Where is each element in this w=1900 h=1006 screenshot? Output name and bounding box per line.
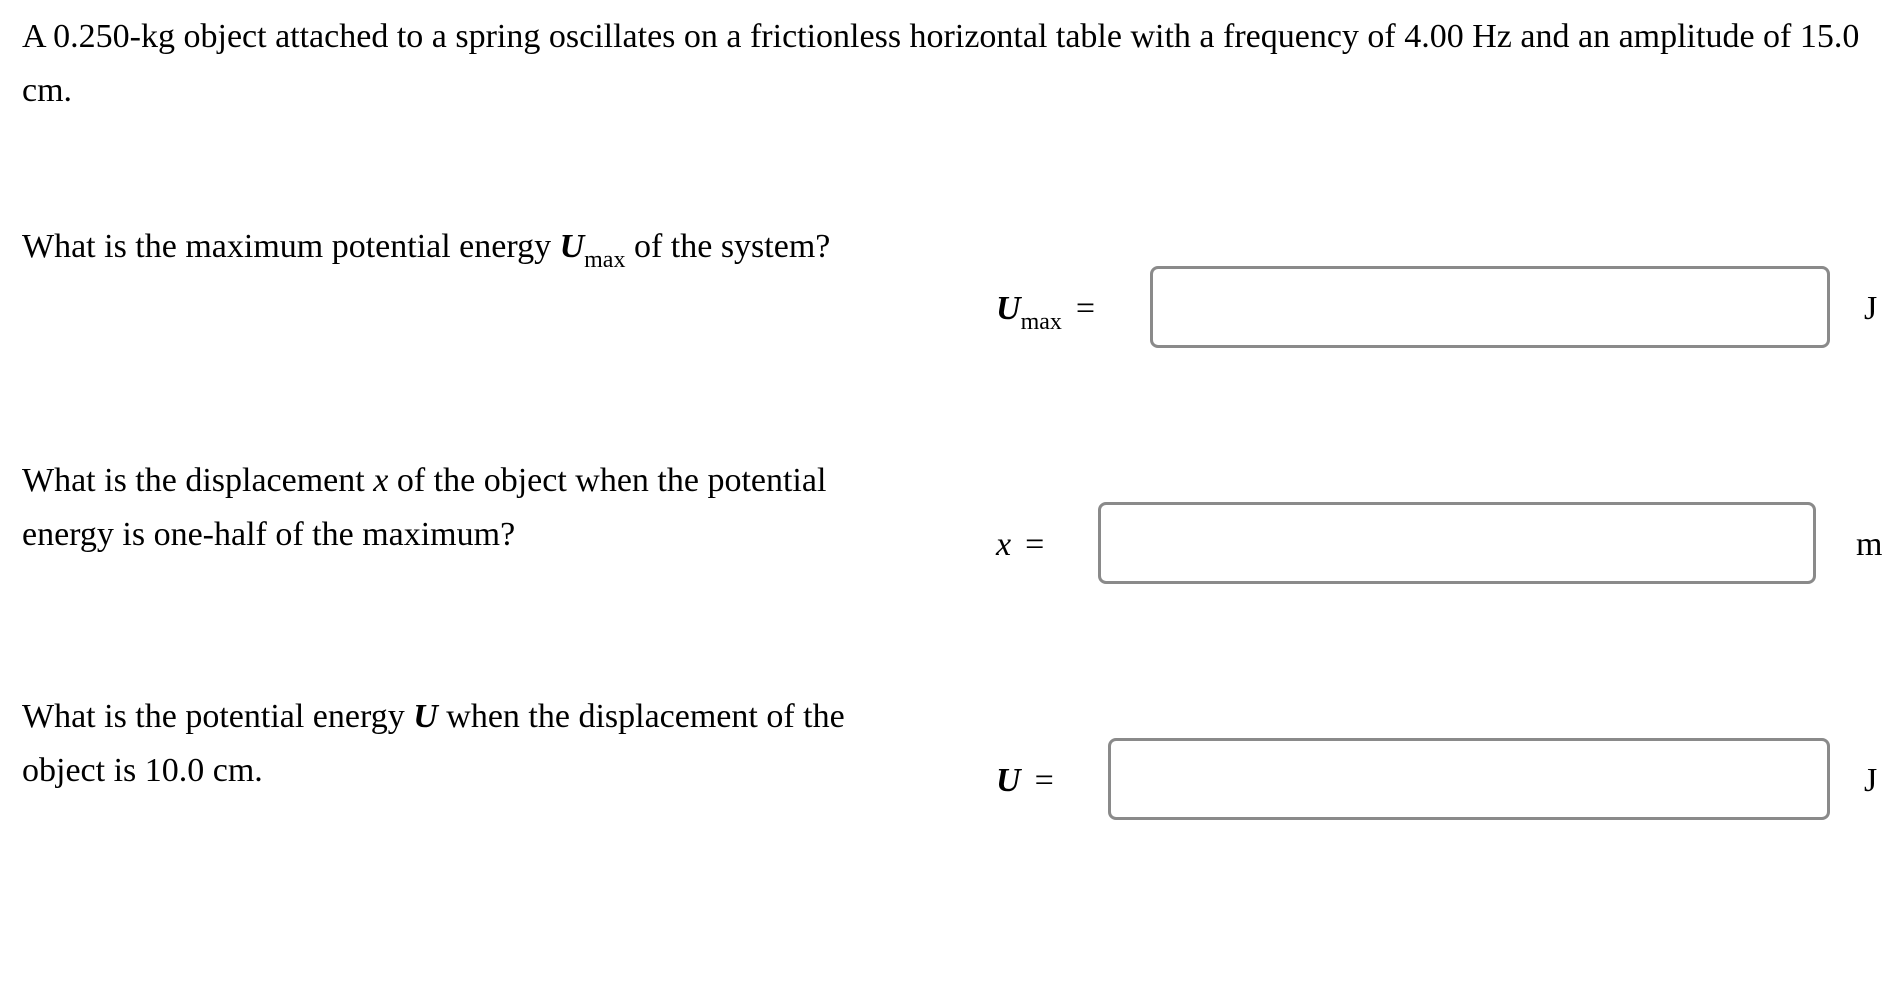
equals-sign: = [1025, 526, 1045, 563]
u-answer-input[interactable] [1108, 738, 1830, 820]
answer-label-x [996, 500, 1044, 590]
question-2-text-after: of the object when the potential energy is one-half of the maximum? [22, 462, 827, 553]
question-3-text-after: when the displacement of the object is 10.0 cm. [22, 698, 845, 789]
question-2-variable: x [373, 462, 389, 499]
answer-label-x-variable: x [996, 526, 1012, 563]
question-1-variable: $U_{max}$ [559, 228, 626, 273]
x-answer-input[interactable] [1098, 502, 1816, 584]
answer-row-x [0, 500, 1900, 590]
question-3-text-before: What is the potential energy [22, 698, 414, 735]
answer-label-umax [996, 264, 1095, 354]
question-1-text-before: What is the maximum potential energy [22, 228, 560, 265]
question-1-variable-subscript: max [584, 247, 626, 273]
answer-label-umax-variable: $U_{max}$ [996, 290, 1062, 335]
question-1-text-after: of the system? [625, 228, 831, 265]
answer-label-u-variable: U [996, 762, 1021, 799]
question-2-text-before: What is the displacement [22, 462, 374, 499]
umax-answer-input[interactable] [1150, 266, 1830, 348]
problem-statement: A 0.250-kg object attached to a spring oscillates on a frictionless horizontal table with a frequency of 4.00 Hz and an amplitude of 15.0 cm. [22, 18, 1860, 109]
umax-unit: J [1864, 290, 1878, 327]
equals-sign: = [1075, 290, 1096, 327]
x-unit: m [1856, 526, 1883, 563]
answer-label-u [996, 736, 1054, 826]
answer-row-umax [0, 264, 1900, 354]
question-3-variable: U [413, 698, 438, 735]
u-unit: J [1864, 762, 1878, 799]
answer-label-umax-subscript: max [1020, 309, 1062, 335]
answer-row-u [0, 736, 1900, 826]
equals-sign: = [1034, 762, 1054, 799]
